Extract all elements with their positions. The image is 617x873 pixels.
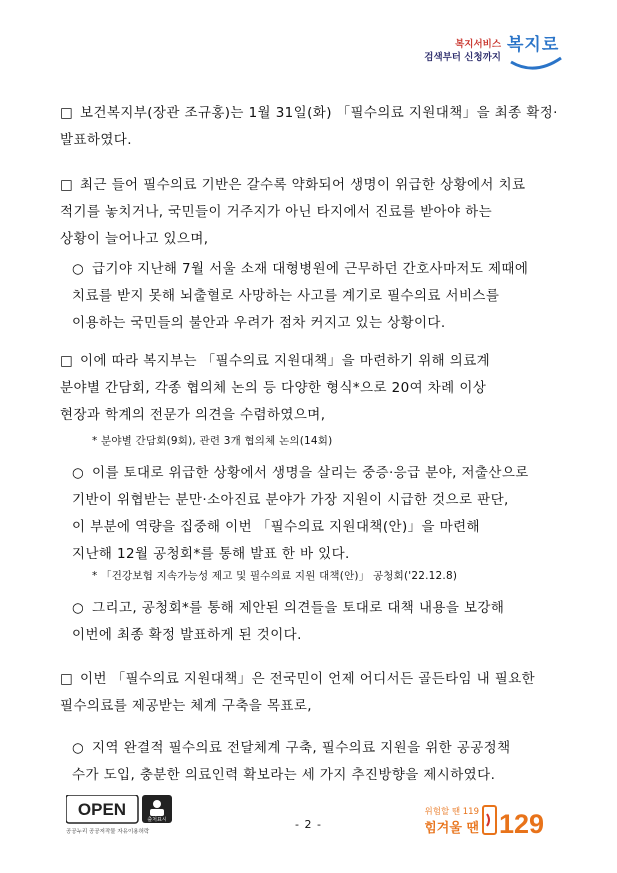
circle-bullet-icon: ○ [72,465,85,481]
paragraph-text: 지역 완결적 필수의료 전달체계 구축, 필수의료 지원을 위한 공공정책 수가 도입, 충분한 의료인력 확보라는 세 가지 추진방향을 제시하였다. [72,740,511,783]
paragraph-text: 이에 따라 복지부는 「필수의료 지원대책」을 마련하기 위해 의료계 분야별 간담회, 각종 협의체 논의 등 다양한 형식*으로 20여 차례 이상 현장과 학계의 전문가 의견을 수렴하였으며, [60,353,491,423]
hotline-number: 129 [499,809,545,839]
paragraph-text: 이를 토대로 위급한 상황에서 생명을 살리는 중증·응급 분야, 저출산으로 기반이 위협받는 분만·소아진료 분야가 가장 지원이 시급한 것으로 판단, 이 부분에 역량을 집중해 이번 「필수의료 지원대책(안)」을 마련해 지난해 12월 공청회*를 통해 발표 한 바 있다. [72,465,529,562]
open-sub-label: 공공누리 공공저작물 자유이용허락 [66,829,150,835]
bokjiro-mark [507,28,565,74]
paragraph-text: 보건복지부(장관 조규홍)는 1월 31일(화) 「필수의료 지원대책」을 최종 확정· 발표하였다. [60,105,558,148]
paragraph-3 [72,256,580,337]
circle-bullet-icon: ○ [72,261,85,277]
smile-swoosh-icon [507,28,565,74]
logo-word: 복지로 [507,35,560,55]
paragraph-7 [60,666,580,720]
page-number: - 2 - [295,818,322,831]
paragraph-8 [72,735,580,789]
paragraph-5 [72,460,580,568]
footnote-2: * 「건강보험 지속가능성 제고 및 필수의료 지원 대책(안)」 공청회('22.12.8) [92,570,458,582]
paragraph-text: 그리고, 공청회*를 통해 제안된 의견들을 토대로 대책 내용을 보강해 이번에 최종 확정 발표하게 된 것이다. [72,600,505,643]
paragraph-text: 급기야 지난해 7월 서울 소재 대형병원에 근무하던 간호사마저도 제때에 치료를 받지 못해 뇌출혈로 사망하는 사고를 계기로 필수의료 서비스를 이용하는 국민들의 불안과 우려가 점차 커지고 있는 상황이다. [72,261,529,331]
logo-line2: 검색부터 신청까지 [424,52,501,63]
hotline-small-text: 위험할 땐 119 [425,807,479,817]
circle-bullet-icon: ○ [72,740,85,756]
bokjiro-logo [424,28,565,74]
paragraph-text: 이번 「필수의료 지원대책」은 전국민이 언제 어디서든 골든타임 내 필요한 필수의료를 제공받는 체계 구축을 목표로, [60,671,536,714]
paragraph-2 [60,172,580,253]
open-badge-label: 출처표시 [147,817,167,823]
open-label: OPEN [77,800,127,819]
hotline-icon [425,800,565,840]
square-bullet-icon: □ [60,105,74,121]
hotline-big-text: 힘겨울 땐 [425,821,479,836]
square-bullet-icon: □ [60,177,74,193]
square-bullet-icon: □ [60,353,74,369]
hotline-129-badge [425,800,565,840]
paragraph-text: 최근 들어 필수의료 기반은 갈수록 약화되어 생명이 위급한 상황에서 치료 적기를 놓치거나, 국민들이 거주지가 아닌 타지에서 진료를 받아야 하는 상황이 늘어나고 있으며, [60,177,526,247]
paragraph-4 [60,348,580,429]
paragraph-1 [60,100,580,154]
square-bullet-icon: □ [60,671,74,687]
logo-line1: 복지서비스 [455,39,501,50]
footnote-1: * 분야별 간담회(9회), 관련 3개 협의체 논의(14회) [92,435,333,447]
paragraph-6 [72,595,580,649]
circle-bullet-icon: ○ [72,600,85,616]
